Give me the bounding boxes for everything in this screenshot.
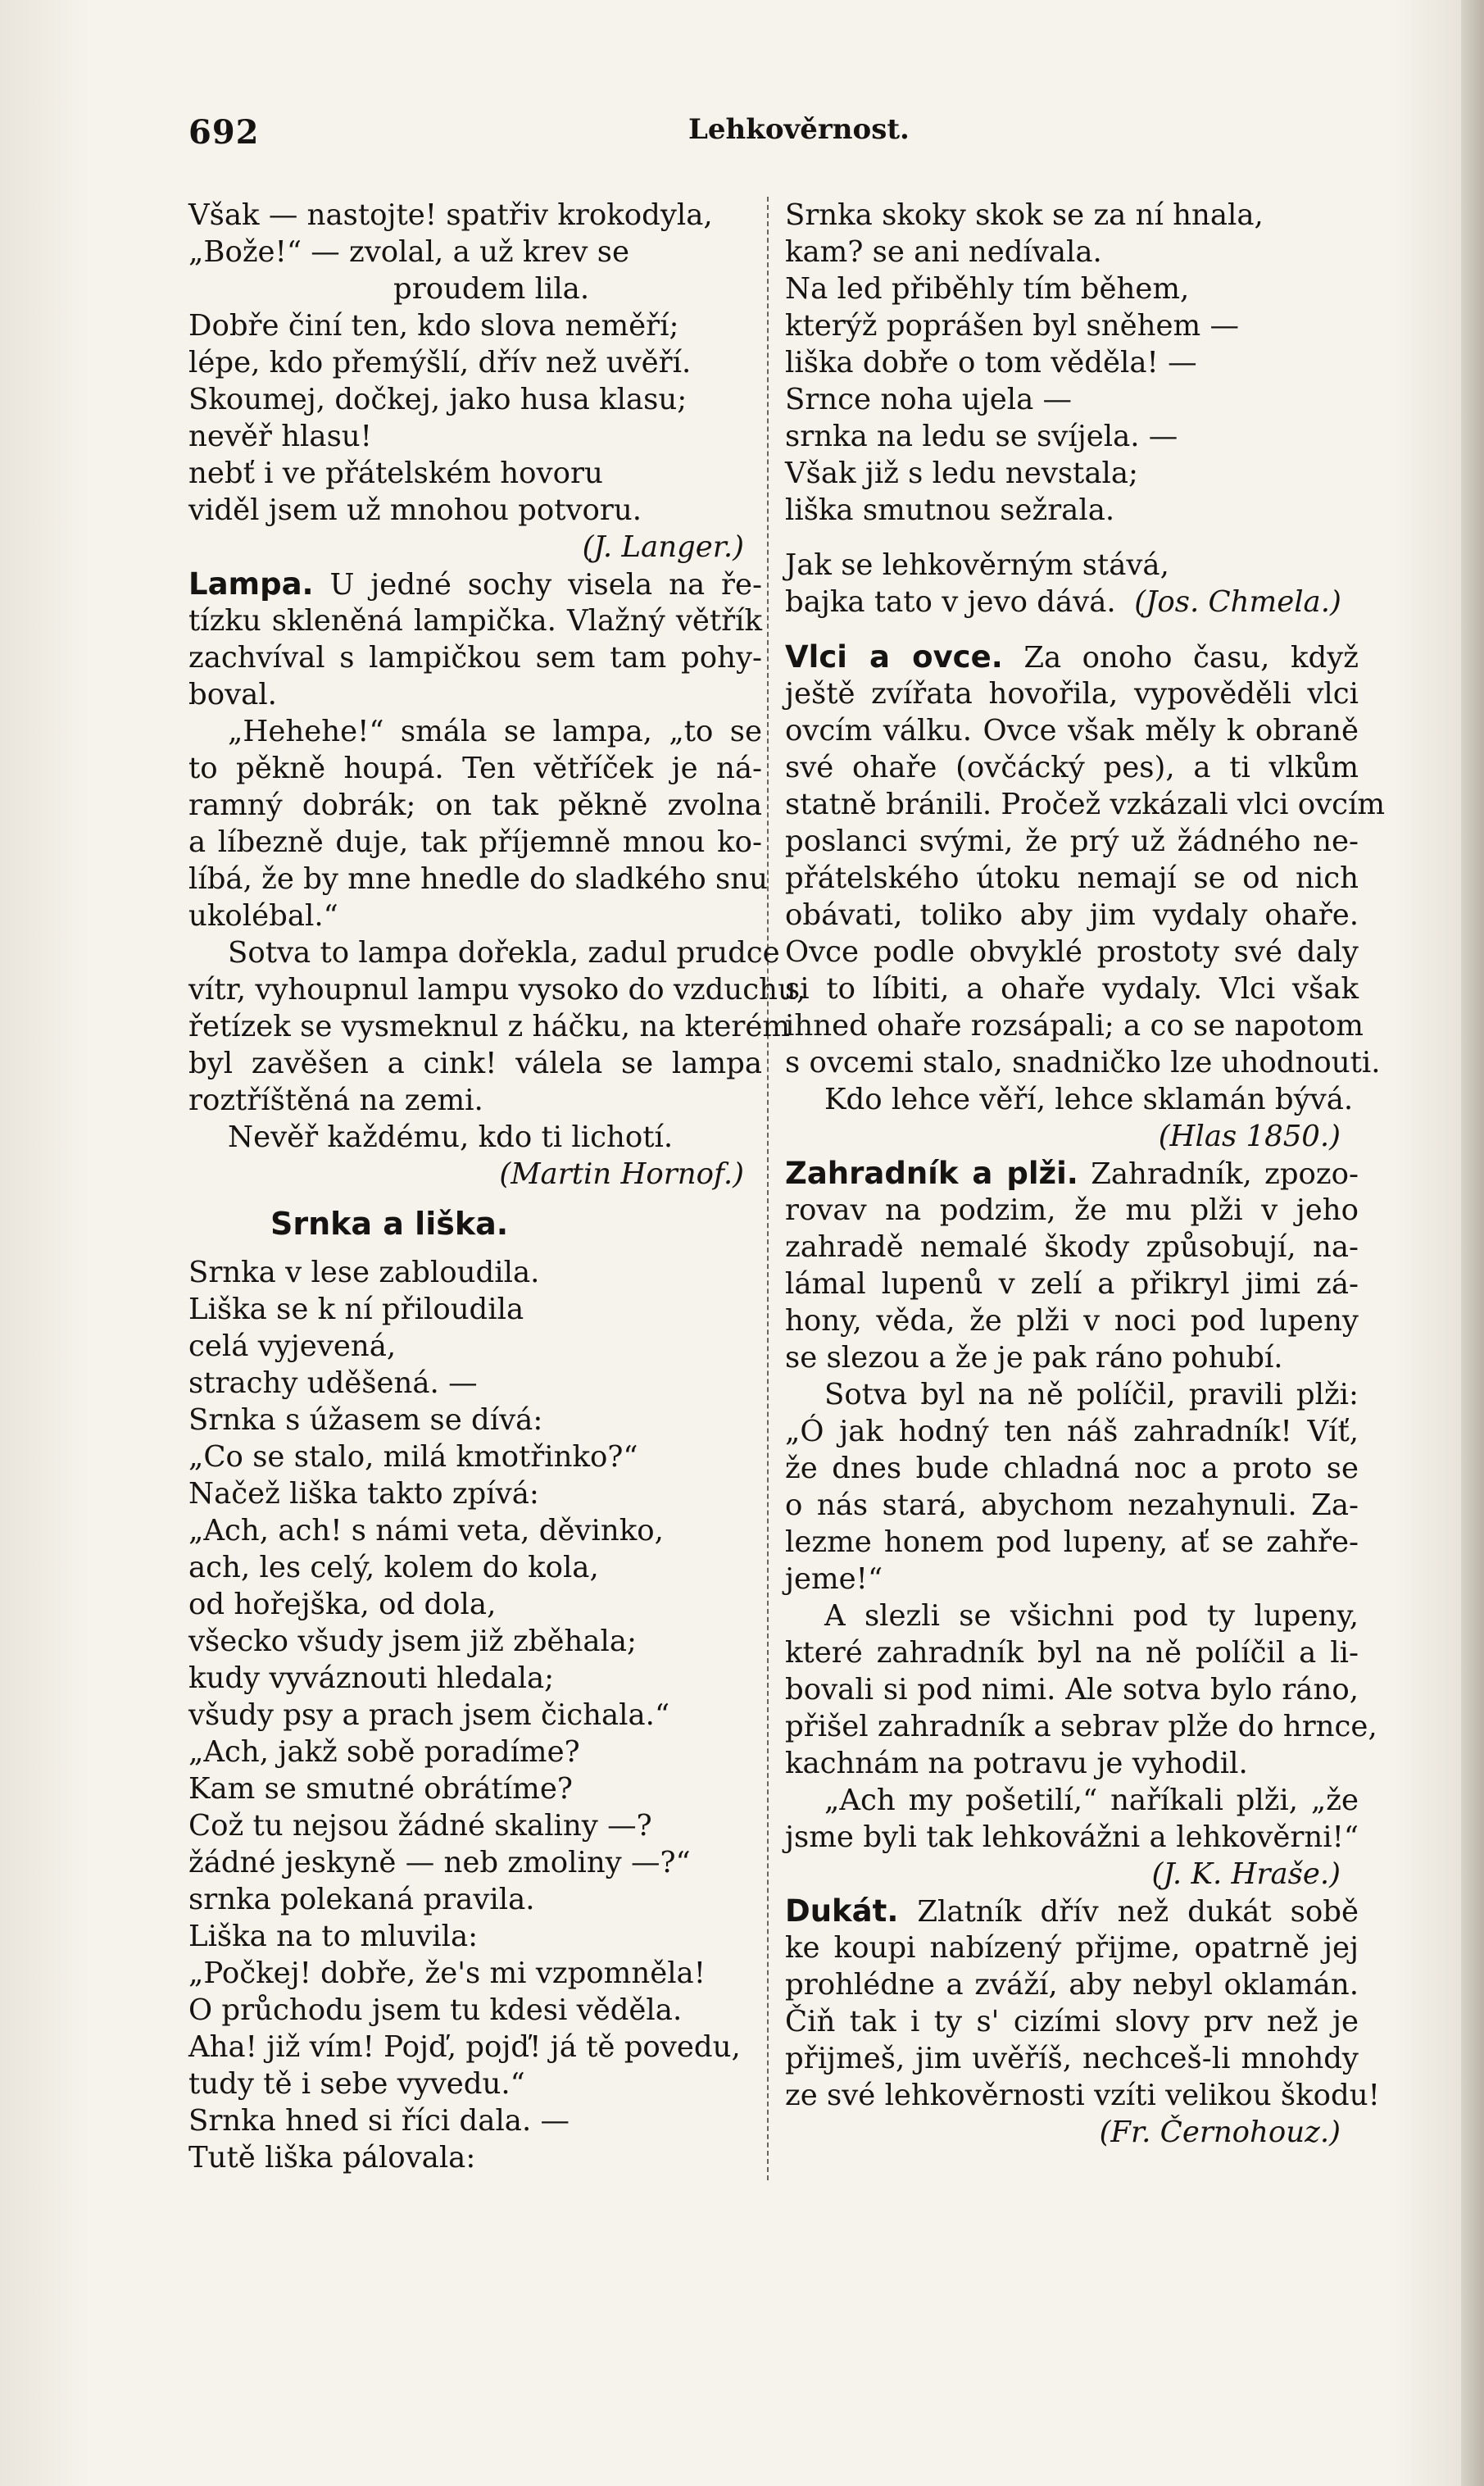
spacer [785, 620, 1359, 639]
right-column [785, 197, 1386, 2151]
text-line: Nevěř každému, kdo ti lichotí. [228, 1120, 674, 1154]
poem-line: Srnka s úžasem se dívá: [188, 1403, 543, 1437]
text-line: bovali si pod nimi. Ale sotva bylo ráno, [785, 1673, 1359, 1707]
text-line: přišel zahradník a sebrav plže do hrnce, [785, 1710, 1377, 1743]
text-line: Skoumej, dočkej, jako husa klasu; [188, 383, 688, 416]
text-line: přijmeš, jim uvěříš, nechceš-li mnohdy [785, 2042, 1359, 2075]
column-divider [767, 197, 769, 2180]
section-keyword: Zahradník a plži. [785, 1156, 1078, 1191]
text-line: Vlci a ovce. Za onoho času, když [785, 639, 1359, 675]
section-keyword: Vlci a ovce. [785, 639, 1003, 675]
poem-line: tudy tě i sebe vyvedu.“ [188, 2067, 525, 2101]
text-line: ke koupi nabízený přijme, opatrně jej [785, 1931, 1359, 1965]
text-line: nebť i ve přátelském hovoru [188, 457, 603, 490]
text-line: si to líbiti, a ohaře vydaly. Vlci však [785, 972, 1359, 1006]
text-line: Sotva byl na ně políčil, pravili plži: [824, 1378, 1359, 1411]
poem-line: kudy vyváznouti hledala; [188, 1661, 555, 1695]
spacer [785, 529, 1359, 547]
text-line: jsme byli tak lehkovážni a lehkověrni!“ [785, 1820, 1359, 1854]
text-line: a líbezně duje, tak příjemně mnou ko- [188, 825, 762, 859]
text-line: ze své lehkověrnosti vzíti velikou škodu! [785, 2079, 1380, 2112]
text-line: „Ó jak hodný ten náš zahradník! Víť, [785, 1415, 1359, 1448]
text-line: jeme!“ [785, 1562, 883, 1596]
text-line: to pěkně houpá. Ten větříček je ná- [188, 752, 762, 785]
text-line: boval. [188, 678, 277, 711]
poem-line: Však již s ledu nevstala; [785, 457, 1138, 490]
text-line: viděl jsem už mnohou potvoru. [188, 493, 642, 527]
poem-line: Srnce noha ujela — [785, 383, 1073, 416]
text-line: o nás stará, abychom nezahynuli. Za- [785, 1488, 1359, 1522]
text-line: Dobře činí ten, kdo slova neměří; [188, 309, 679, 343]
poem-line: liška dobře o tom věděla! — [785, 346, 1197, 379]
text-line: Však — nastojte! spatřiv krokodyla, [188, 198, 713, 232]
poem-line: strachy uděšená. — [188, 1366, 478, 1400]
poem-line: Což tu nejsou žádné skaliny —? [188, 1809, 652, 1843]
text-line: poslanci svými, že prý už žádného ne- [785, 825, 1359, 858]
text-line: prohlédne a zváží, aby nebyl oklamán. [785, 1968, 1359, 2002]
text-line: statně bránili. Pročež vzkázali vlci ovcím [785, 788, 1386, 821]
text-line: své ohaře (ovčácký pes), a ti vlkům [785, 751, 1359, 784]
text-line: s ovcemi stalo, snadničko lze uhodnouti. [785, 1046, 1381, 1079]
text-line: ještě zvířata hovořila, vypověděli vlci [785, 677, 1359, 711]
text-line: Lampa. U jedné sochy visela na ře- [188, 566, 762, 602]
text-line: A slezli se všichni pod ty lupeny, [824, 1599, 1359, 1633]
text-line: tízku skleněná lampička. Vlažný větřík [188, 604, 762, 638]
poem-line: srnka na ledu se svíjela. — [785, 420, 1178, 453]
poem-line: bajka tato v jevo dává. (Jos. Chmela.) [785, 585, 1341, 619]
poem-line: Srnka skoky skok se za ní hnala, [785, 198, 1264, 232]
text-line: kachnám na potravu je vyhodil. [785, 1747, 1248, 1780]
text-line: hony, věda, že plži v noci pod lupeny [785, 1304, 1359, 1338]
source-attribution: (Martin Hornof.) [499, 1157, 744, 1191]
text-line: byl zavěšen a cink! válela se lampa [188, 1047, 762, 1080]
poem-line: Tutě liška pálovala: [188, 2141, 476, 2175]
text-line: „Bože!“ — zvolal, a už krev se [188, 235, 629, 269]
poem-line: všecko všudy jsem již zběhala; [188, 1625, 638, 1658]
poem-line: žádné jeskyně — neb zmoliny —?“ [188, 1846, 691, 1879]
poem-line: od hořejška, od dola, [188, 1588, 497, 1621]
page-header [0, 107, 1484, 156]
poem-line: celá vyjevená, [188, 1329, 397, 1363]
poem-line: srnka polekaná pravila. [188, 1883, 535, 1916]
poem-line: Srnka hned si říci dala. — [188, 2104, 570, 2138]
source-attribution: (Jos. Chmela.) [1134, 585, 1341, 619]
text-line: lámal lupenů v zelí a přikryl jimi zá- [785, 1267, 1359, 1301]
text-line: nevěř hlasu! [188, 420, 372, 453]
text-line: proudem lila. [393, 272, 590, 306]
left-column [188, 197, 806, 2176]
poem-line: O průchodu jsem tu kdesi věděla. [188, 1993, 683, 2027]
poem-line: Srnka v lese zabloudila. [188, 1256, 540, 1289]
text-line: lezme honem pod lupeny, ať se zahře- [785, 1525, 1359, 1559]
text-line: se slezou a že je pak ráno pohubí. [785, 1341, 1283, 1375]
section-title: Srnka a liška. [270, 1206, 509, 1242]
poem-line: kam? se ani nedívala. [785, 235, 1102, 269]
text-line: rovav na podzim, že mu plži v jeho [785, 1193, 1359, 1227]
text-line: roztříštěná na zemi. [188, 1084, 483, 1117]
text-line: „Hehehe!“ smála se lampa, „to se [228, 715, 762, 748]
text-line: že dnes bude chladná noc a proto se [785, 1452, 1359, 1485]
source-attribution: (J. K. Hraše.) [1151, 1857, 1341, 1891]
text-line: ukolébal.“ [188, 899, 338, 933]
poem-line: Jak se lehkověrným stává, [785, 548, 1169, 582]
poem-line: Liška na to mluvila: [188, 1920, 479, 1953]
text-line: Sotva to lampa dořekla, zadul prudce [228, 936, 780, 970]
section-keyword: Lampa. [188, 566, 314, 602]
poem-line: „Ach, ach! s námi veta, děvinko, [188, 1514, 664, 1548]
text-line: zahradě nemalé škody způsobují, na- [785, 1230, 1359, 1264]
page-edge-shadow [1461, 0, 1484, 2486]
text-line: Ovce podle obvyklé prostoty své daly [785, 935, 1359, 969]
section-keyword: Dukát. [785, 1893, 899, 1929]
text-line: Čiň tak i ty s' cizími slovy prv než je [785, 2005, 1359, 2038]
poem-line: ach, les celý, kolem do kola, [188, 1551, 599, 1584]
poem-line: „Počkej! dobře, že's mi vzpomněla! [188, 1957, 706, 1990]
page-number: 692 [188, 113, 260, 152]
text-line: Dukát. Zlatník dřív než dukát sobě [785, 1893, 1359, 1929]
text-line: Kdo lehce věří, lehce sklamán bývá. [824, 1083, 1354, 1116]
text-line: které zahradník byl na ně políčil a li- [785, 1636, 1359, 1670]
source-attribution: (Fr. Černohouz.) [1099, 2116, 1341, 2149]
poem-line: liška smutnou sežrala. [785, 493, 1115, 527]
poem-line: „Co se stalo, milá kmotřinko?“ [188, 1440, 638, 1474]
text-line: „Ach my pošetilí,“ naříkali plži, „že [824, 1784, 1359, 1817]
text-line: lépe, kdo přemýšlí, dřív než uvěří. [188, 346, 692, 379]
text-line: řetízek se vysmeknul z háčku, na kterém [188, 1010, 791, 1043]
source-attribution: (Hlas 1850.) [1158, 1120, 1341, 1153]
poem-line: Kam se smutné obrátíme? [188, 1772, 573, 1806]
text-line: zachvíval s lampičkou sem tam pohy- [188, 641, 762, 675]
text-line: obávati, toliko aby jim vydaly ohaře. [785, 898, 1359, 932]
text-line: ramný dobrák; on tak pěkně zvolna [188, 789, 762, 822]
poem-line: Načež liška takto zpívá: [188, 1477, 539, 1511]
text-line: ihned ohaře rozsápali; a co se napotom [785, 1009, 1364, 1043]
poem-line: Na led přiběhly tím během, [785, 272, 1190, 306]
poem-line: Liška se k ní přiloudila [188, 1293, 524, 1326]
text-line: líbá, že by mne hnedle do sladkého snu [188, 862, 768, 896]
poem-line: „Ach, jakž sobě poradíme? [188, 1735, 580, 1769]
poem-line: Aha! již vím! Pojď, pojď! já tě povedu, [188, 2030, 741, 2064]
poem-line: všudy psy a prach jsem čichala.“ [188, 1698, 670, 1732]
text-line: přátelského útoku nemají se od nich [785, 861, 1359, 895]
source-attribution: (J. Langer.) [582, 530, 744, 564]
text-line: vítr, vyhoupnul lampu vysoko do vzduchu, [188, 973, 806, 1007]
poem-line: kterýž poprášen byl sněhem — [785, 309, 1239, 343]
text-line: Zahradník a plži. Zahradník, zpozo- [785, 1156, 1359, 1191]
running-title: Lehkověrnost. [688, 113, 910, 146]
text-line: ovcím válku. Ovce však měly k obraně [785, 714, 1359, 748]
